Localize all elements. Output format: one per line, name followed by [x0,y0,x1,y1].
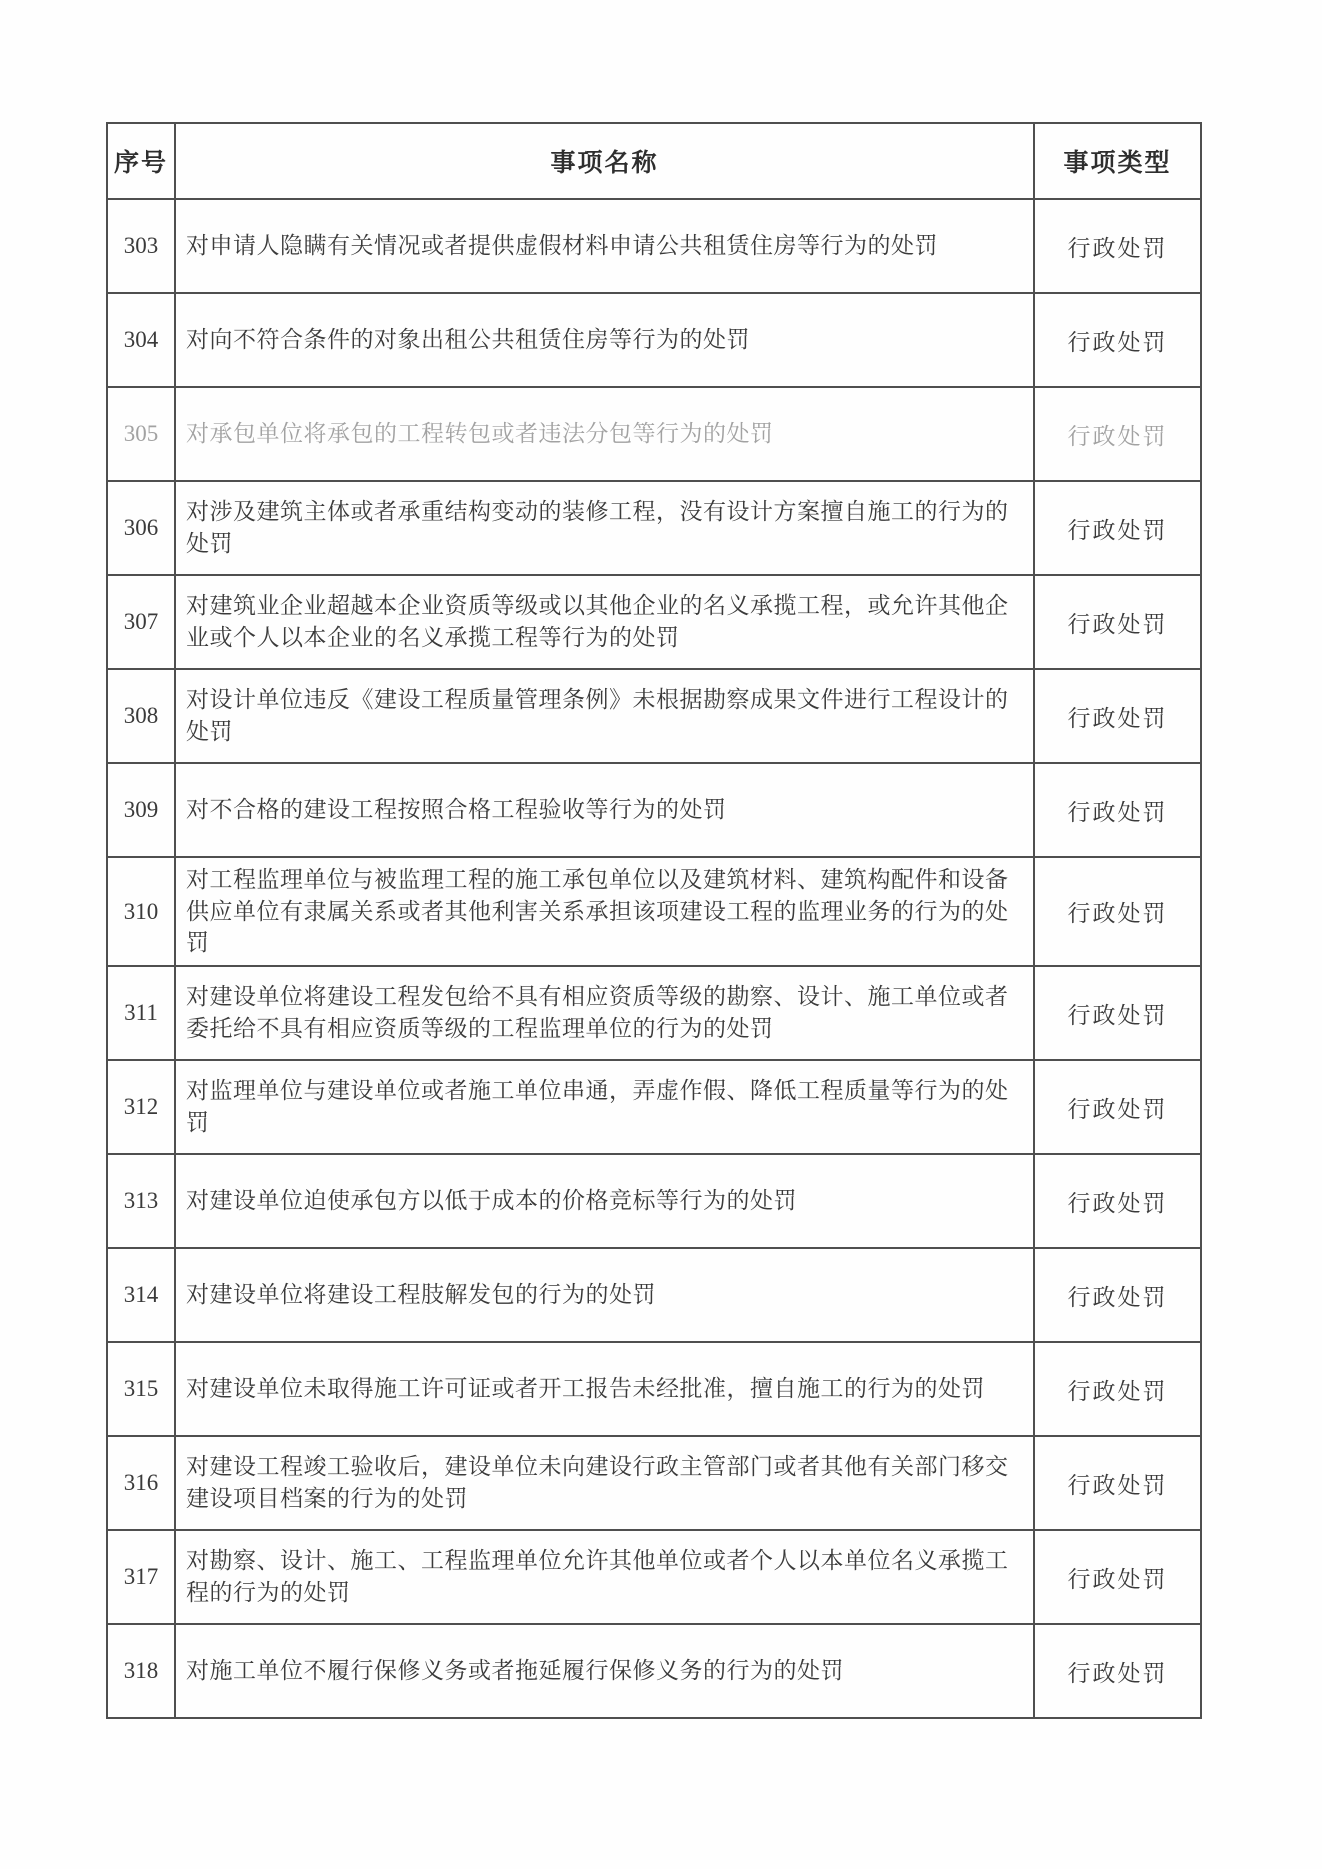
row-item-type: 行政处罚 [1034,857,1201,966]
row-item-type: 行政处罚 [1034,763,1201,857]
row-seq-number: 307 [107,575,175,669]
row-item-type: 行政处罚 [1034,1154,1201,1248]
row-item-name: 对施工单位不履行保修义务或者拖延履行保修义务的行为的处罚 [175,1624,1034,1718]
row-item-type: 行政处罚 [1034,1342,1201,1436]
row-item-name: 对申请人隐瞒有关情况或者提供虚假材料申请公共租赁住房等行为的处罚 [175,199,1034,293]
row-seq-number: 308 [107,669,175,763]
row-item-type: 行政处罚 [1034,481,1201,575]
row-item-name: 对建设单位将建设工程发包给不具有相应资质等级的勘察、设计、施工单位或者委托给不具有相应资质等级的工程监理单位的行为的处罚 [175,966,1034,1060]
row-item-name: 对建设单位未取得施工许可证或者开工报告未经批准，擅自施工的行为的处罚 [175,1342,1034,1436]
table-row [107,293,1201,387]
table-row [107,1060,1201,1154]
row-item-name: 对监理单位与建设单位或者施工单位串通，弄虚作假、降低工程质量等行为的处罚 [175,1060,1034,1154]
row-seq-number: 313 [107,1154,175,1248]
row-item-type: 行政处罚 [1034,1436,1201,1530]
row-seq-number: 305 [107,387,175,481]
table-row [107,1624,1201,1718]
row-item-name: 对不合格的建设工程按照合格工程验收等行为的处罚 [175,763,1034,857]
row-seq-number: 318 [107,1624,175,1718]
table-row [107,481,1201,575]
row-item-name: 对建设单位迫使承包方以低于成本的价格竞标等行为的处罚 [175,1154,1034,1248]
row-seq-number: 315 [107,1342,175,1436]
row-item-type: 行政处罚 [1034,1060,1201,1154]
row-item-type: 行政处罚 [1034,669,1201,763]
row-seq-number: 309 [107,763,175,857]
row-item-name: 对勘察、设计、施工、工程监理单位允许其他单位或者个人以本单位名义承揽工程的行为的处罚 [175,1530,1034,1624]
row-item-name: 对建设工程竣工验收后，建设单位未向建设行政主管部门或者其他有关部门移交建设项目档案的行为的处罚 [175,1436,1034,1530]
row-item-name: 对设计单位违反《建设工程质量管理条例》未根据勘察成果文件进行工程设计的处罚 [175,669,1034,763]
row-item-name: 对向不符合条件的对象出租公共租赁住房等行为的处罚 [175,293,1034,387]
table-header-row [107,123,1201,199]
table-row [107,1154,1201,1248]
table-row [107,966,1201,1060]
row-item-type: 行政处罚 [1034,966,1201,1060]
row-seq-number: 312 [107,1060,175,1154]
header-item-name: 事项名称 [175,123,1034,199]
row-item-type: 行政处罚 [1034,1530,1201,1624]
row-seq-number: 304 [107,293,175,387]
items-table [106,122,1202,1719]
header-seq-number: 序号 [107,123,175,199]
table-row [107,575,1201,669]
row-item-name: 对建设单位将建设工程肢解发包的行为的处罚 [175,1248,1034,1342]
row-item-type: 行政处罚 [1034,293,1201,387]
table-row [107,1436,1201,1530]
row-seq-number: 317 [107,1530,175,1624]
row-seq-number: 303 [107,199,175,293]
table-row [107,669,1201,763]
row-seq-number: 311 [107,966,175,1060]
row-item-name: 对涉及建筑主体或者承重结构变动的装修工程，没有设计方案擅自施工的行为的处罚 [175,481,1034,575]
row-seq-number: 310 [107,857,175,966]
row-item-type: 行政处罚 [1034,1624,1201,1718]
row-item-type: 行政处罚 [1034,387,1201,481]
row-seq-number: 306 [107,481,175,575]
row-item-name: 对工程监理单位与被监理工程的施工承包单位以及建筑材料、建筑构配件和设备供应单位有隶属关系或者其他利害关系承担该项建设工程的监理业务的行为的处罚 [175,857,1034,966]
header-item-type: 事项类型 [1034,123,1201,199]
table-row [107,1342,1201,1436]
row-item-type: 行政处罚 [1034,1248,1201,1342]
table-row [107,1248,1201,1342]
row-seq-number: 314 [107,1248,175,1342]
row-item-name: 对建筑业企业超越本企业资质等级或以其他企业的名义承揽工程，或允许其他企业或个人以本企业的名义承揽工程等行为的处罚 [175,575,1034,669]
table-row [107,1530,1201,1624]
row-item-type: 行政处罚 [1034,575,1201,669]
row-seq-number: 316 [107,1436,175,1530]
table-row [107,387,1201,481]
table-row [107,199,1201,293]
row-item-name: 对承包单位将承包的工程转包或者违法分包等行为的处罚 [175,387,1034,481]
row-item-type: 行政处罚 [1034,199,1201,293]
table-body [107,199,1201,1718]
table-row [107,763,1201,857]
table-row [107,857,1201,966]
